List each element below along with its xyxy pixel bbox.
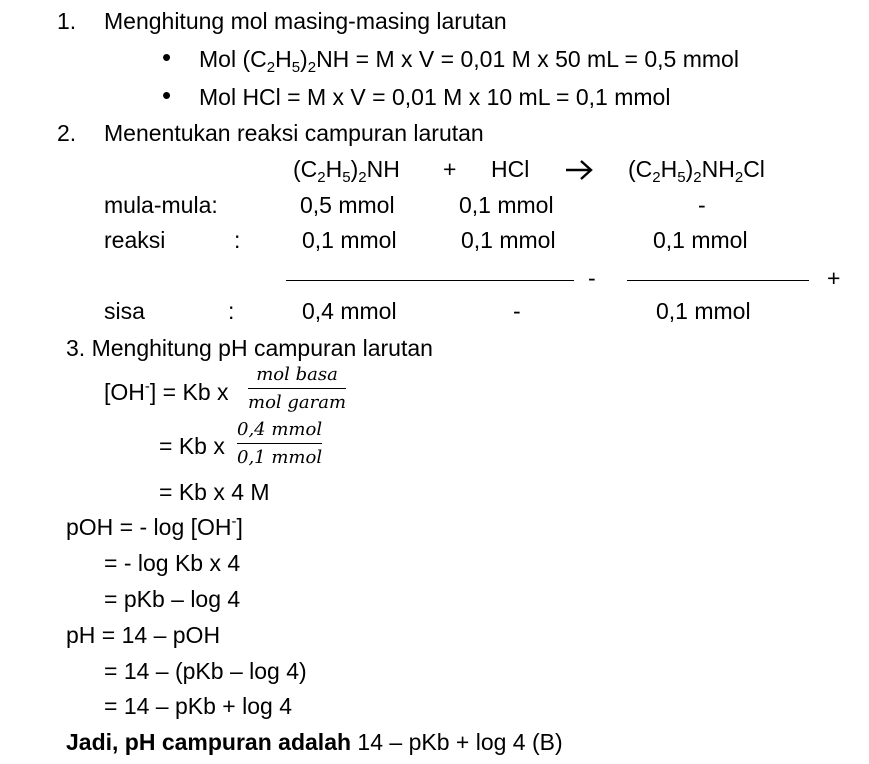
cell-initial-hcl: 0,1 mmol [459, 192, 554, 218]
fraction-bar [237, 443, 322, 444]
fraction-denominator: mol garam [248, 392, 347, 413]
minus-sign: - [588, 265, 596, 291]
reactant-amine: $(C_2H_5)_2NH$ [293, 156, 400, 186]
step1-number: 1. [57, 8, 77, 34]
row-label-initial: mula-mula: [104, 192, 218, 218]
row-colon: : [234, 227, 241, 253]
poh-line1: pOH = - log [OH-] [66, 513, 243, 540]
row-label-remaining: sisa [104, 298, 145, 324]
oh-line3: = Kb x 4 M [159, 479, 270, 505]
bullet-icon: • [162, 42, 172, 72]
row-label-reaction: reaksi [104, 227, 166, 253]
reaction-arrow-icon [565, 158, 595, 182]
fraction-mol-basa-garam [248, 366, 346, 412]
cell-reaction-salt: 0,1 mmol [653, 227, 748, 253]
add-line [627, 280, 809, 281]
ph-line1: pH = 14 – pOH [66, 622, 221, 648]
step3-title: 3. Menghitung pH campuran larutan [66, 335, 433, 361]
fraction-numerator: mol basa [256, 364, 338, 385]
reactant-hcl: HCl [491, 156, 530, 182]
ph-line2: = 14 – (pKb – log 4) [104, 658, 307, 684]
step2-title: Menentukan reaksi campuran larutan [104, 120, 484, 146]
cell-initial-amine: 0,5 mmol [300, 192, 395, 218]
step2-number: 2. [57, 120, 77, 146]
bullet-mol-amine: Mol $(C_2H_5)_2NH = M$ x V = 0,01 M x 50 mL = 0,5 mmol [199, 46, 739, 76]
cell-remaining-hcl: - [513, 298, 521, 324]
oh-line2-label: = Kb x [159, 433, 225, 459]
bullet-mol-hcl: Mol HCl = M x V = 0,01 M x 10 mL = 0,1 mmol [199, 84, 671, 110]
fraction-numerator: 0,4 mmol [237, 419, 323, 440]
poh-line3: = pKb – log 4 [104, 586, 241, 612]
step1-title: Menghitung mol masing-masing larutan [104, 8, 507, 34]
oh-formula-label: [OH-] = Kb x [104, 378, 229, 405]
equation-plus: + [443, 156, 457, 182]
cell-remaining-amine: 0,4 mmol [302, 298, 397, 324]
bullet-icon: • [162, 80, 172, 110]
row-colon: : [228, 298, 235, 324]
cell-remaining-salt: 0,1 mmol [656, 298, 751, 324]
fraction-denominator: 0,1 mmol [237, 447, 323, 468]
cell-initial-salt: - [698, 192, 706, 218]
fraction-mmol [237, 421, 322, 467]
conclusion: Jadi, pH campuran adalah 14 – pKb + log 4 (B) [66, 729, 563, 755]
cell-reaction-amine: 0,1 mmol [302, 227, 397, 253]
fraction-bar [248, 388, 346, 389]
subtract-line [286, 280, 574, 281]
product-salt: $(C_2H_5)_2NH_2Cl$ [628, 156, 765, 186]
cell-reaction-hcl: 0,1 mmol [461, 227, 556, 253]
ph-line3: = 14 – pKb + log 4 [104, 693, 292, 719]
poh-line2: = - log Kb x 4 [104, 550, 241, 576]
plus-sign: + [827, 265, 841, 291]
